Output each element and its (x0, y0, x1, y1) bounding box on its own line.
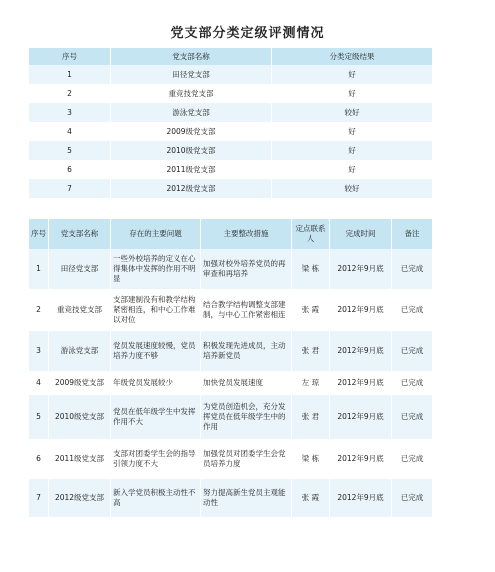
detail-header-problem: 存在的主要问题 (111, 219, 201, 249)
detail-cell-note: 已完成 (392, 249, 432, 289)
summary-cell-result: 好 (272, 122, 432, 141)
detail-cell-time: 2012年9月底 (330, 289, 392, 331)
summary-table (29, 48, 432, 198)
summary-cell-name: 田径党支部 (111, 65, 272, 84)
summary-cell-index: 1 (29, 65, 111, 84)
detail-row (29, 439, 432, 479)
summary-cell-name: 游泳党支部 (111, 103, 272, 122)
summary-cell-name: 2011级党支部 (111, 160, 272, 179)
detail-cell-measure: 加强对校外培养党员的再审查和再培养 (201, 249, 292, 289)
summary-row (29, 65, 432, 84)
summary-cell-index: 3 (29, 103, 111, 122)
detail-cell-index: 1 (29, 249, 49, 289)
detail-cell-problem: 新入学党员积极主动性不高 (111, 479, 201, 517)
detail-row (29, 249, 432, 289)
summary-row (29, 84, 432, 103)
summary-cell-name: 2012级党支部 (111, 179, 272, 198)
summary-cell-result: 好 (272, 160, 432, 179)
summary-cell-index: 5 (29, 141, 111, 160)
detail-cell-measure: 积极发现先进成员，主动培养新党员 (201, 331, 292, 371)
detail-cell-time: 2012年9月底 (330, 371, 392, 395)
detail-header-time: 完成时间 (330, 219, 392, 249)
detail-cell-index: 2 (29, 289, 49, 331)
detail-cell-measure: 努力提高新生党员主观能动性 (201, 479, 292, 517)
detail-cell-name: 2009级党支部 (49, 371, 111, 395)
summary-cell-name: 重竞技党支部 (111, 84, 272, 103)
detail-cell-name: 2010级党支部 (49, 395, 111, 439)
detail-cell-name: 田径党支部 (49, 249, 111, 289)
detail-cell-problem: 党员发展速度较慢，党员培养力度不够 (111, 331, 201, 371)
detail-cell-note: 已完成 (392, 479, 432, 517)
summary-header-index: 序号 (29, 48, 111, 65)
detail-cell-note: 已完成 (392, 331, 432, 371)
summary-cell-index: 7 (29, 179, 111, 198)
detail-cell-contact: 梁 栋 (292, 249, 330, 289)
detail-row (29, 289, 432, 331)
detail-cell-problem: 支部建制没有和教学结构紧密相连，和中心工作难以对位 (111, 289, 201, 331)
detail-cell-note: 已完成 (392, 371, 432, 395)
summary-row (29, 160, 432, 179)
detail-cell-contact: 张 霞 (292, 289, 330, 331)
detail-cell-problem: 一些外校培养的定义在心得集体中发挥的作用不明显 (111, 249, 201, 289)
detail-cell-measure: 加强党员对团委学生会党员培养力度 (201, 439, 292, 479)
summary-row (29, 122, 432, 141)
page-title: 党支部分类定级评测情况 (170, 26, 325, 41)
detail-cell-measure: 加快党员发展速度 (201, 371, 292, 395)
detail-row (29, 395, 432, 439)
summary-cell-result: 好 (272, 141, 432, 160)
detail-cell-name: 游泳党支部 (49, 331, 111, 371)
detail-cell-name: 2012级党支部 (49, 479, 111, 517)
detail-cell-problem: 支部对团委学生会的指导引领力度不大 (111, 439, 201, 479)
detail-cell-problem: 年级党员发展较少 (111, 371, 201, 395)
detail-cell-measure: 为党员创造机会，充分发挥党员在低年级学生中的作用 (201, 395, 292, 439)
detail-cell-problem: 党员在低年级学生中发挥作用不大 (111, 395, 201, 439)
summary-cell-index: 2 (29, 84, 111, 103)
detail-header-name: 党支部名称 (49, 219, 111, 249)
summary-cell-result: 好 (272, 65, 432, 84)
detail-cell-index: 3 (29, 331, 49, 371)
detail-cell-contact: 梁 栋 (292, 439, 330, 479)
summary-cell-result: 较好 (272, 179, 432, 198)
summary-cell-result: 较好 (272, 103, 432, 122)
summary-cell-index: 4 (29, 122, 111, 141)
detail-cell-contact: 张 霞 (292, 479, 330, 517)
detail-cell-index: 6 (29, 439, 49, 479)
summary-row (29, 141, 432, 160)
detail-cell-index: 4 (29, 371, 49, 395)
summary-cell-name: 2010级党支部 (111, 141, 272, 160)
detail-header-measure: 主要整改措施 (201, 219, 292, 249)
summary-header-result: 分类定级结果 (272, 48, 432, 65)
summary-header-name: 党支部名称 (111, 48, 272, 65)
detail-header-note: 备注 (392, 219, 432, 249)
summary-header-row (29, 48, 432, 65)
detail-header-contact: 定点联系人 (292, 219, 330, 249)
detail-header-row (29, 219, 432, 249)
detail-cell-contact: 张 君 (292, 331, 330, 371)
summary-cell-name: 2009级党支部 (111, 122, 272, 141)
summary-row (29, 179, 432, 198)
summary-cell-result: 好 (272, 84, 432, 103)
detail-cell-index: 5 (29, 395, 49, 439)
detail-cell-contact: 左 琼 (292, 371, 330, 395)
detail-cell-time: 2012年9月底 (330, 249, 392, 289)
detail-row (29, 479, 432, 517)
detail-cell-note: 已完成 (392, 289, 432, 331)
detail-cell-time: 2012年9月底 (330, 439, 392, 479)
detail-cell-index: 7 (29, 479, 49, 517)
detail-cell-name: 重竞技党支部 (49, 289, 111, 331)
summary-cell-index: 6 (29, 160, 111, 179)
detail-cell-note: 已完成 (392, 439, 432, 479)
detail-row (29, 331, 432, 371)
detail-cell-time: 2012年9月底 (330, 331, 392, 371)
detail-cell-contact: 张 君 (292, 395, 330, 439)
detail-row (29, 371, 432, 395)
detail-cell-note: 已完成 (392, 395, 432, 439)
summary-row (29, 103, 432, 122)
detail-header-index: 序号 (29, 219, 49, 249)
detail-table (29, 219, 432, 517)
detail-cell-time: 2012年9月底 (330, 479, 392, 517)
detail-cell-measure: 结合教学结构调整支部建制，与中心工作紧密相连 (201, 289, 292, 331)
detail-cell-time: 2012年9月底 (330, 395, 392, 439)
detail-cell-name: 2011级党支部 (49, 439, 111, 479)
